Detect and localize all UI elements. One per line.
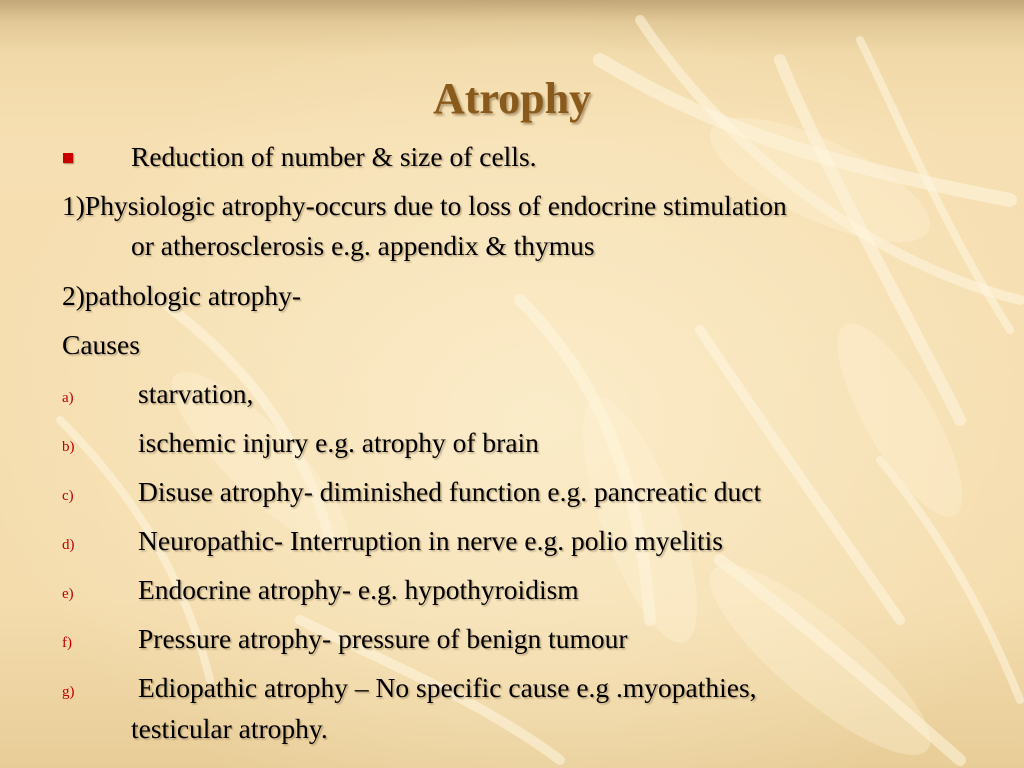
list-item: Ediopathic atrophy – No specific cause e.g .myopathies, [138,672,757,703]
bullet-text: Reduction of number & size of cells. [131,141,537,172]
list-item: Disuse atrophy- diminished function e.g. pancreatic duct [138,476,762,507]
list-marker: g) [62,684,75,700]
square-bullet-icon [63,153,73,163]
list-marker: d) [62,537,75,553]
list-marker: b) [62,439,75,455]
list-item: Neuropathic- Interruption in nerve e.g. polio myelitis [138,525,723,556]
list-marker: c) [62,488,74,504]
list-item: ischemic injury e.g. atrophy of brain [138,427,539,458]
list-marker: e) [62,586,74,602]
list-marker: f) [62,635,72,651]
list-item-continuation: testicular atrophy. [131,713,328,744]
slide-title: Atrophy [432,74,592,123]
list-marker: a) [62,390,74,406]
physiologic-line-1: 1)Physiologic atrophy-occurs due to loss of endocrine stimulation [62,190,787,221]
list-item: Endocrine atrophy- e.g. hypothyroidism [138,574,579,605]
causes-heading: Causes [62,329,140,360]
physiologic-line-2: or atherosclerosis e.g. appendix & thymus [131,230,595,261]
pathologic-line: 2)pathologic atrophy- [62,280,302,311]
list-item: Pressure atrophy- pressure of benign tumour [138,623,628,654]
list-item: starvation, [138,378,254,409]
